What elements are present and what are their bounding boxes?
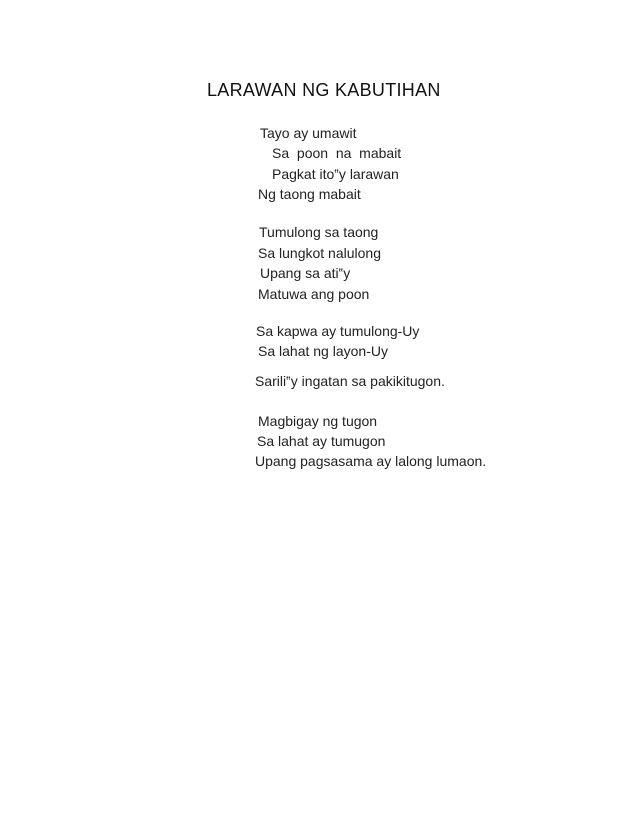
- stanza-2-line-1: Tumulong sa taong: [259, 224, 379, 240]
- stanza-2-line-3: Upang sa ati‟y: [260, 265, 351, 281]
- stanza-1-line-2: Sa poon na mabait: [272, 145, 402, 161]
- stanza-2-line-2: Sa lungkot nalulong: [258, 245, 381, 261]
- stanza-4-line-2: Sa lahat ay tumugon: [257, 433, 386, 449]
- stanza-3-line-2: Sa lahat ng layon-Uy: [258, 343, 388, 359]
- stanza-1-line-3: Pagkat ito‟y larawan: [272, 166, 399, 182]
- poem-title: LARAWAN NG KABUTIHAN: [207, 80, 441, 100]
- stanza-2-line-4: Matuwa ang poon: [258, 286, 370, 302]
- stanza-1-line-4: Ng taong mabait: [258, 186, 361, 202]
- stanza-3-line-3: Sarili‟y ingatan sa pakikitugon.: [255, 373, 445, 389]
- stanza-4-line-1: Magbigay ng tugon: [258, 413, 378, 429]
- stanza-1-line-1: Tayo ay umawit: [260, 125, 357, 141]
- stanza-4-line-3: Upang pagsasama ay lalong lumaon.: [255, 453, 487, 469]
- stanza-3-line-1: Sa kapwa ay tumulong-Uy: [256, 323, 420, 339]
